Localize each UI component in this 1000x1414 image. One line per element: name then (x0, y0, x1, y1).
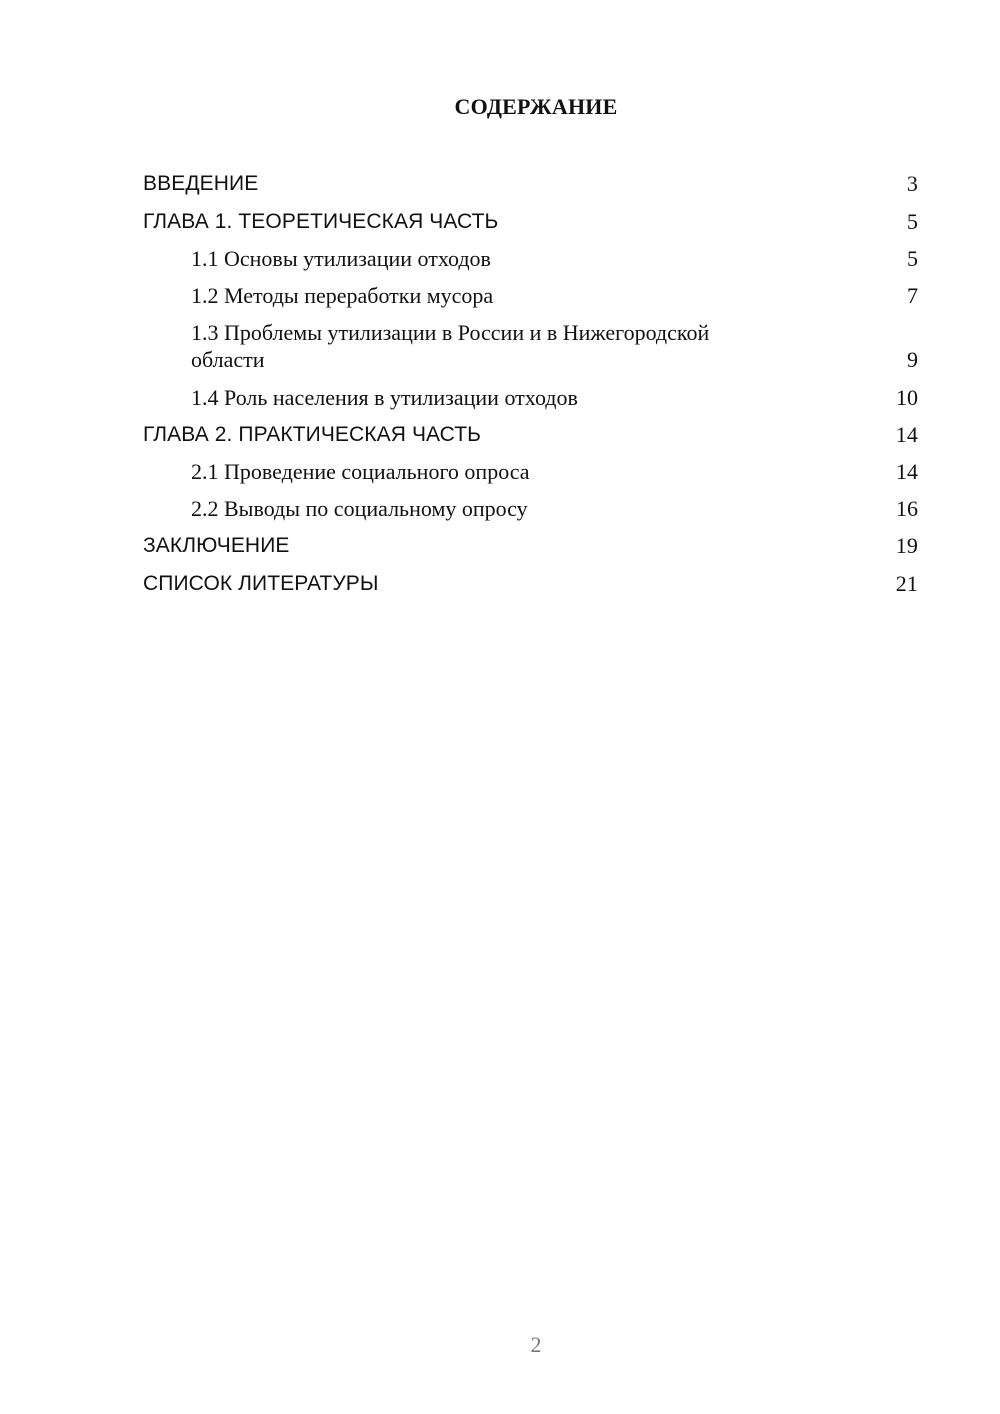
toc-entry-page: 10 (896, 385, 918, 410)
toc-entry-title: ВВЕДЕНИЕ (143, 172, 259, 195)
page-title: СОДЕРЖАНИЕ (454, 94, 618, 119)
toc-entry-section-1-3[interactable] (143, 319, 918, 373)
page-number: 2 (530, 1332, 542, 1357)
toc-entry-page: 14 (895, 422, 918, 447)
toc-entry-title: СПИСОК ЛИТЕРАТУРЫ (143, 572, 379, 595)
toc-entry-section-2-2[interactable] (143, 495, 918, 522)
toc-entry-conclusion[interactable] (143, 532, 918, 559)
table-of-contents (143, 170, 918, 597)
toc-entry-page: 7 (907, 283, 918, 308)
toc-entry-title: 1.4 Роль населения в утилизации отходов (191, 385, 578, 410)
toc-entry-section-1-2[interactable] (143, 282, 918, 309)
toc-entry-title: 1.1 Основы утилизации отходов (191, 246, 491, 271)
toc-entry-page: 5 (907, 246, 918, 271)
toc-entry-page: 5 (906, 209, 918, 234)
toc-entry-section-2-1[interactable] (143, 458, 918, 485)
toc-entry-title: ГЛАВА 2. ПРАКТИЧЕСКАЯ ЧАСТЬ (143, 423, 482, 446)
toc-entry-page: 16 (896, 496, 918, 521)
toc-entry-page: 21 (895, 571, 918, 596)
toc-entry-page: 19 (895, 533, 918, 558)
toc-entry-chapter-1[interactable] (143, 208, 918, 235)
toc-entry-title-line: области (191, 347, 265, 372)
toc-entry-title: 1.2 Методы переработки мусора (191, 283, 494, 308)
toc-entry-page: 3 (906, 171, 918, 196)
toc-entry-title: ЗАКЛЮЧЕНИЕ (143, 534, 290, 557)
toc-entry-title: 2.2 Выводы по социальному опросу (191, 496, 528, 521)
toc-entry-introduction[interactable] (143, 170, 918, 197)
toc-entry-page: 9 (907, 347, 918, 372)
toc-entry-references[interactable] (143, 570, 918, 597)
toc-entry-section-1-1[interactable] (143, 245, 918, 272)
toc-entry-title (191, 319, 918, 373)
toc-entry-page: 14 (896, 459, 918, 484)
toc-entry-title: 2.1 Проведение социального опроса (191, 459, 530, 484)
toc-entry-section-1-4[interactable] (143, 384, 918, 411)
toc-entry-title: ГЛАВА 1. ТЕОРЕТИЧЕСКАЯ ЧАСТЬ (143, 210, 499, 233)
toc-entry-title-line: 1.3 Проблемы утилизации в России и в Нижегородской (191, 320, 710, 345)
toc-entry-chapter-2[interactable] (143, 421, 918, 448)
